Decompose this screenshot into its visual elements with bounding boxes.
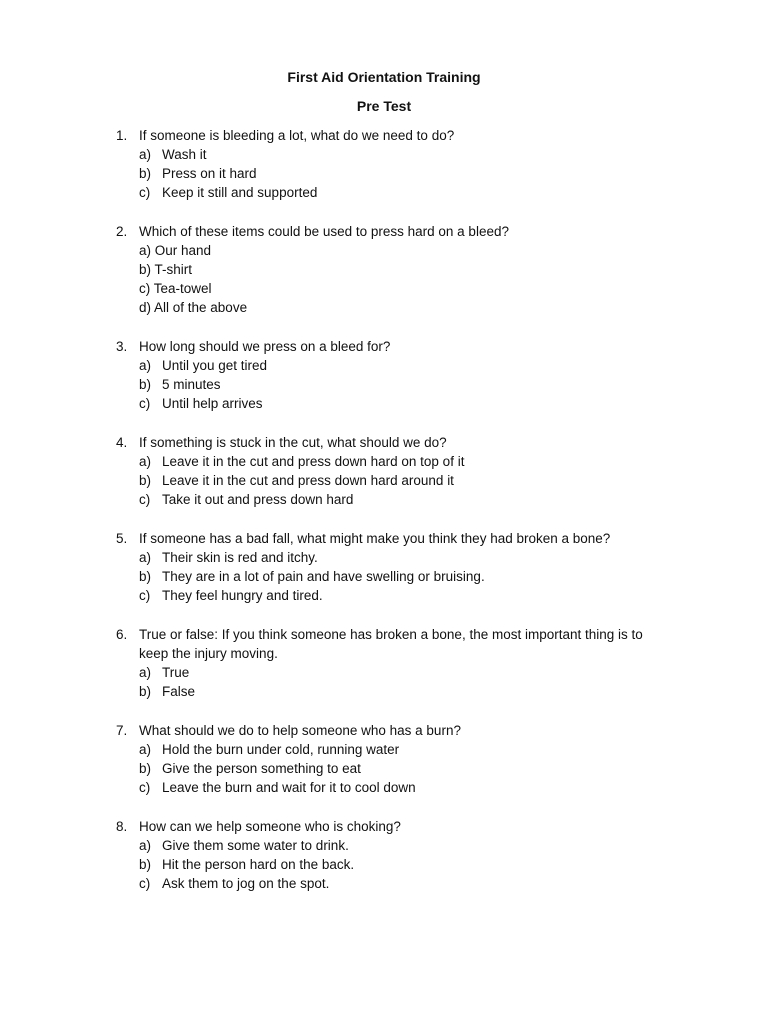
option-text: Their skin is red and itchy.	[162, 550, 318, 565]
option-letter: b)	[139, 569, 152, 584]
question-number: 2.	[116, 224, 128, 239]
option-text: Give the person something to eat	[162, 761, 361, 776]
option-letter: c)	[139, 396, 151, 411]
question-line	[116, 644, 716, 663]
option-text: b) T-shirt	[139, 262, 193, 277]
answer-option	[116, 874, 716, 893]
option-text: Take it out and press down hard	[162, 492, 354, 507]
document-subtitle: Pre Test	[356, 98, 412, 114]
option-text: False	[162, 684, 196, 699]
option-letter: b)	[139, 166, 152, 181]
question-number: 5.	[116, 531, 128, 546]
option-letter: c)	[139, 876, 151, 891]
question-number: 3.	[116, 339, 128, 354]
question-3	[116, 337, 716, 413]
option-text: Leave it in the cut and press down hard around it	[162, 473, 454, 488]
answer-option	[116, 279, 716, 298]
answer-option	[116, 663, 716, 682]
option-letter: a)	[139, 454, 152, 469]
answer-option	[116, 356, 716, 375]
question-number: 7.	[116, 723, 128, 738]
answer-option	[116, 145, 716, 164]
question-text: If something is stuck in the cut, what should we do?	[139, 435, 447, 450]
option-letter: c)	[139, 588, 151, 603]
option-letter: a)	[139, 550, 152, 565]
option-text: Hold the burn under cold, running water	[162, 742, 400, 757]
question-5	[116, 529, 716, 605]
question-line	[116, 222, 716, 241]
option-text: True	[162, 665, 190, 680]
answer-option	[116, 836, 716, 855]
question-text: keep the injury moving.	[139, 646, 278, 661]
option-text: Keep it still and supported	[162, 185, 318, 200]
option-text: Press on it hard	[162, 166, 257, 181]
answer-option	[116, 164, 716, 183]
option-text: 5 minutes	[162, 377, 221, 392]
question-8	[116, 817, 716, 893]
option-letter: c)	[139, 780, 151, 795]
document-title: First Aid Orientation Training	[287, 69, 481, 85]
answer-option	[116, 394, 716, 413]
question-number: 4.	[116, 435, 128, 450]
option-text: a) Our hand	[139, 243, 212, 258]
option-letter: a)	[139, 358, 152, 373]
question-1	[116, 126, 716, 202]
answer-option	[116, 241, 716, 260]
question-text: How long should we press on a bleed for?	[139, 339, 391, 354]
question-line	[116, 433, 716, 452]
question-text: True or false: If you think someone has broken a bone, the most important thing is to	[139, 627, 643, 642]
answer-option	[116, 778, 716, 797]
option-text: c) Tea-towel	[139, 281, 212, 296]
answer-option	[116, 759, 716, 778]
option-letter: a)	[139, 665, 152, 680]
answer-option	[116, 298, 716, 317]
question-line	[116, 721, 716, 740]
question-line	[116, 817, 716, 836]
question-line	[116, 126, 716, 145]
option-text: Leave the burn and wait for it to cool down	[162, 780, 416, 795]
option-text: Wash it	[162, 147, 207, 162]
option-text: d) All of the above	[139, 300, 248, 315]
answer-option	[116, 375, 716, 394]
option-letter: a)	[139, 742, 152, 757]
answer-option	[116, 490, 716, 509]
option-letter: b)	[139, 684, 152, 699]
option-text: Hit the person hard on the back.	[162, 857, 355, 872]
option-letter: c)	[139, 185, 151, 200]
answer-option	[116, 471, 716, 490]
option-letter: b)	[139, 473, 152, 488]
answer-option	[116, 452, 716, 471]
option-letter: b)	[139, 761, 152, 776]
option-text: Leave it in the cut and press down hard on top of it	[162, 454, 465, 469]
option-text: Until you get tired	[162, 358, 268, 373]
answer-option	[116, 548, 716, 567]
question-text: Which of these items could be used to press hard on a bleed?	[139, 224, 509, 239]
option-letter: b)	[139, 857, 152, 872]
option-letter: a)	[139, 147, 152, 162]
answer-option	[116, 260, 716, 279]
answer-option	[116, 183, 716, 202]
question-7	[116, 721, 716, 797]
question-4	[116, 433, 716, 509]
question-line	[116, 337, 716, 356]
answer-option	[116, 855, 716, 874]
option-text: They feel hungry and tired.	[162, 588, 323, 603]
option-letter: c)	[139, 492, 151, 507]
question-6	[116, 625, 716, 701]
question-line	[116, 625, 716, 644]
question-text: If someone has a bad fall, what might make you think they had broken a bone?	[139, 531, 611, 546]
option-text: Give them some water to drink.	[162, 838, 349, 853]
question-text: How can we help someone who is choking?	[139, 819, 401, 834]
question-number: 8.	[116, 819, 128, 834]
question-number: 6.	[116, 627, 128, 642]
option-letter: a)	[139, 838, 152, 853]
answer-option	[116, 740, 716, 759]
question-text: If someone is bleeding a lot, what do we need to do?	[139, 128, 455, 143]
answer-option	[116, 682, 716, 701]
option-letter: b)	[139, 377, 152, 392]
question-line	[116, 529, 716, 548]
option-text: Ask them to jog on the spot.	[162, 876, 330, 891]
question-2	[116, 222, 716, 317]
option-text: Until help arrives	[162, 396, 263, 411]
question-text: What should we do to help someone who has a burn?	[139, 723, 461, 738]
question-number: 1.	[116, 128, 128, 143]
option-text: They are in a lot of pain and have swelling or bruising.	[162, 569, 485, 584]
answer-option	[116, 586, 716, 605]
answer-option	[116, 567, 716, 586]
